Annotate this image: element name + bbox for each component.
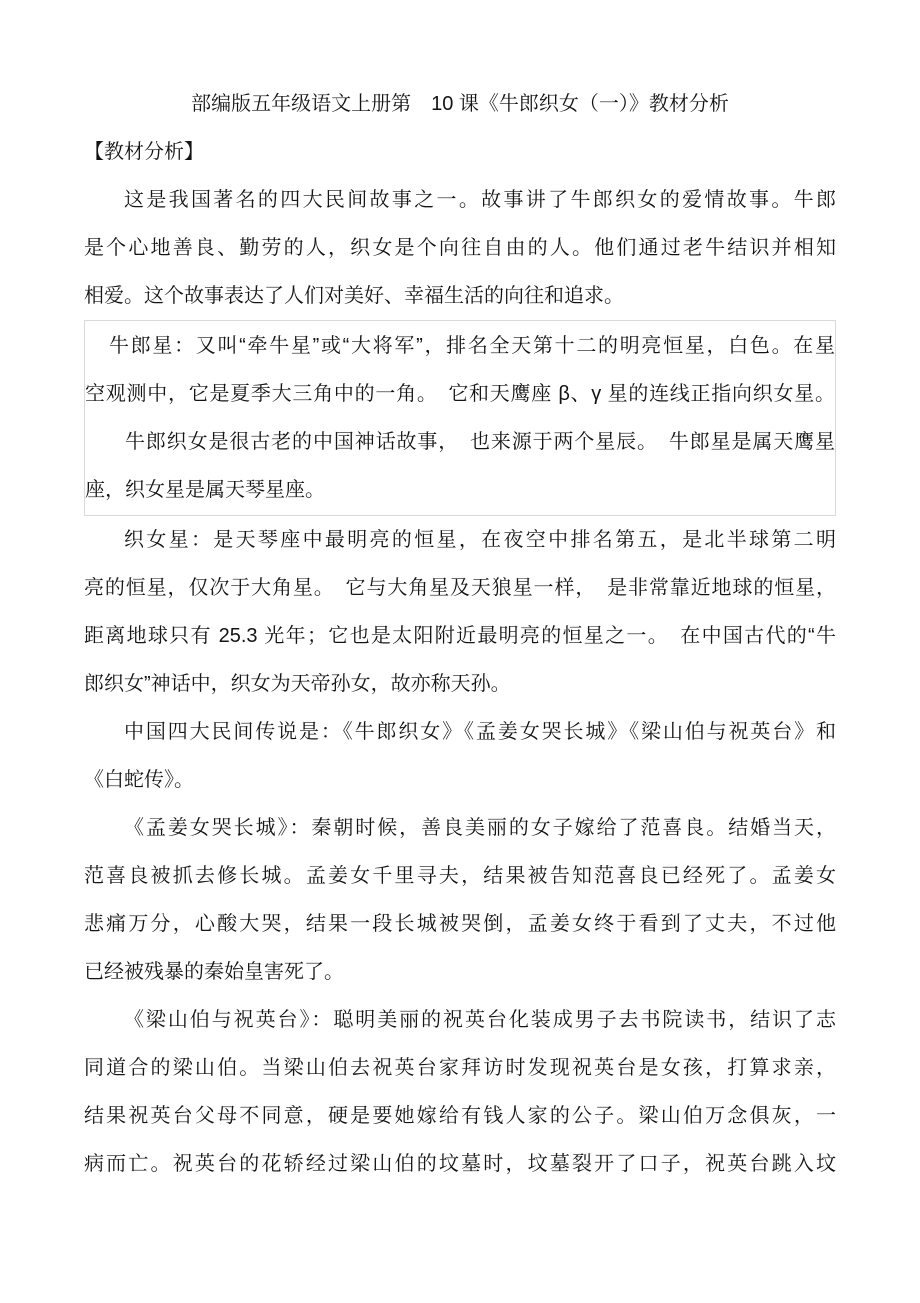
text-line: 是个心地善良、勤劳的人，织女是个向往自由的人。他们通过老牛结识并相知 [84, 237, 836, 259]
text-line: 相爱。这个故事表达了人们对美好、幸福生活的向往和追求。 [84, 285, 624, 307]
text-line: 病而亡。祝英台的花轿经过梁山伯的坟墓时，坟墓裂开了口子，祝英台跳入坟 [84, 1153, 836, 1175]
box-paragraph [85, 418, 835, 514]
text-line: 悲痛万分，心酸大哭，结果一段长城被哭倒，孟姜女终于看到了丈夫，不过他 [84, 913, 836, 935]
text-line: 结果祝英台父母不同意，硬是要她嫁给有钱人家的公子。梁山伯万念俱灰，一 [84, 1105, 836, 1127]
text-line: 范喜良被抓去修长城。孟姜女千里寻夫，结果被告知范喜良已经死了。孟姜女 [84, 865, 836, 887]
text-line: 牛郎织女是很古老的中国神话故事， 也来源于两个星辰。 牛郎星是属天鹰星 [125, 431, 835, 453]
text-line: 空观测中，它是夏季大三角中的一角。 它和天鹰座 β、γ 星的连线正指向织女星。 [85, 383, 835, 405]
text-line: 座，织女星是属天琴星座。 [85, 479, 325, 501]
paragraph [84, 708, 836, 804]
document-title: 部编版五年级语文上册第 10 课《牛郎织女（一）》教材分析 [191, 93, 729, 115]
text-line: 这是我国著名的四大民间故事之一。故事讲了牛郎织女的爱情故事。牛郎 [124, 189, 836, 211]
text-line: 织女星：是天琴座中最明亮的恒星，在夜空中排名第五，是北半球第二明 [124, 529, 836, 551]
text-line: 同道合的梁山伯。当梁山伯去祝英台家拜访时发现祝英台是女孩，打算求亲， [84, 1057, 836, 1079]
text-line: 《孟姜女哭长城》：秦朝时候，善良美丽的女子嫁给了范喜良。结婚当天， [124, 817, 836, 839]
paragraph [84, 804, 836, 996]
paragraph [84, 176, 836, 320]
paragraph [84, 996, 836, 1188]
document-content [84, 80, 836, 1188]
text-line: 亮的恒星，仅次于大角星。 它与大角星及天狼星一样， 是非常靠近地球的恒星， [84, 577, 836, 599]
box-paragraph [85, 322, 835, 418]
document-body [84, 176, 836, 1188]
text-line: 《梁山伯与祝英台》：聪明美丽的祝英台化装成男子去书院读书，结识了志 [124, 1009, 836, 1031]
text-line: 距离地球只有 25.3 光年；它也是太阳附近最明亮的恒星之一。 在中国古代的“牛 [84, 625, 836, 647]
bordered-note-box [84, 320, 836, 516]
text-line: 牛郎星：又叫“牵牛星”或“大将军”，排名全天第十二的明亮恒星，白色。在星 [109, 335, 835, 357]
text-line: 郎织女”神话中，织女为天帝孙女，故亦称天孙。 [84, 673, 511, 695]
text-line: 中国四大民间传说是：《牛郎织女》《孟姜女哭长城》《梁山伯与祝英台》和 [124, 721, 836, 743]
section-heading: 【教材分析】 [84, 141, 204, 163]
text-line: 已经被残暴的秦始皇害死了。 [84, 961, 344, 983]
text-line: 《白蛇传》。 [84, 769, 194, 791]
paragraph [84, 516, 836, 708]
